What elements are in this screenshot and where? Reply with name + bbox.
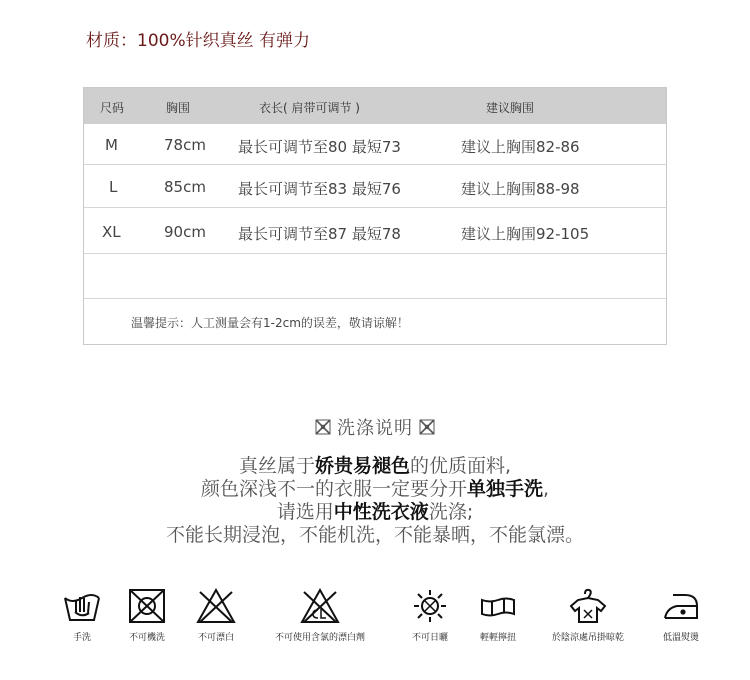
bust-cell: 85cm	[164, 178, 206, 196]
material-description: 材质：100%针织真丝 有弹力	[86, 31, 311, 51]
wash-title-text: 洗涤说明	[337, 418, 413, 439]
suggest-cell: 建议上胸围82-86	[461, 138, 580, 156]
bust-cell: 90cm	[164, 223, 206, 241]
length-cell: 最长可调节至83 最短76	[238, 180, 401, 198]
bust-cell: 78cm	[164, 136, 206, 154]
no-bleach-icon	[156, 588, 276, 624]
care-item-no-chlorine-bleach: 不可使用含氯的漂白劑	[260, 588, 380, 643]
row-divider	[84, 253, 666, 254]
table-header-row	[84, 88, 666, 124]
length-cell: 最长可调节至80 最短73	[238, 138, 401, 156]
suggest-cell: 建议上胸围88-98	[461, 180, 580, 198]
care-item-hang-dry-shade: 於陰涼處吊掛晾乾	[528, 588, 648, 643]
wash-line-2: 颜色深浅不一的衣服一定要分开单独手洗,	[200, 478, 550, 500]
wash-line-3: 请选用中性洗衣液洗涤;	[276, 501, 474, 523]
size-cell: L	[109, 178, 118, 196]
care-item-no-machine-wash: 不可機洗	[87, 588, 207, 643]
wash-line-4: 不能长期浸泡，不能机洗，不能暴晒，不能氯漂。	[165, 524, 584, 546]
wash-instructions-text	[0, 455, 750, 547]
care-item-low-iron: 低溫熨燙	[621, 588, 741, 643]
no-chlorine-bleach-icon	[260, 588, 380, 624]
care-item-no-sun-dry: 不可日曬	[370, 588, 490, 643]
header-size: 尺码	[100, 101, 125, 115]
low-iron-icon	[621, 588, 741, 624]
row-divider	[84, 298, 666, 299]
header-suggested-bust: 建议胸围	[486, 101, 535, 115]
cross-ornament-icon	[315, 419, 331, 440]
wash-line-1: 真丝属于娇贵易褪色的优质面料,	[238, 455, 512, 477]
care-item-no-bleach: 不可漂白	[156, 588, 276, 643]
suggest-cell: 建议上胸围92-105	[461, 225, 590, 243]
care-item-gentle-wring: 輕輕擰扭	[438, 588, 558, 643]
row-divider	[84, 207, 666, 208]
size-table	[83, 87, 667, 345]
header-length: 衣长( 肩带可调节 )	[259, 101, 360, 115]
wash-instructions-title	[0, 414, 750, 440]
length-cell: 最长可调节至87 最短78	[238, 225, 401, 243]
row-divider	[84, 164, 666, 165]
measurement-tip: 温馨提示：人工测量会有1-2cm的误差，敬请谅解！	[131, 316, 409, 330]
cross-ornament-icon	[419, 419, 435, 440]
size-cell: M	[105, 136, 118, 154]
header-bust: 胸围	[166, 101, 191, 115]
care-item-hand-wash: 手洗	[22, 588, 142, 643]
size-cell: XL	[102, 223, 121, 241]
